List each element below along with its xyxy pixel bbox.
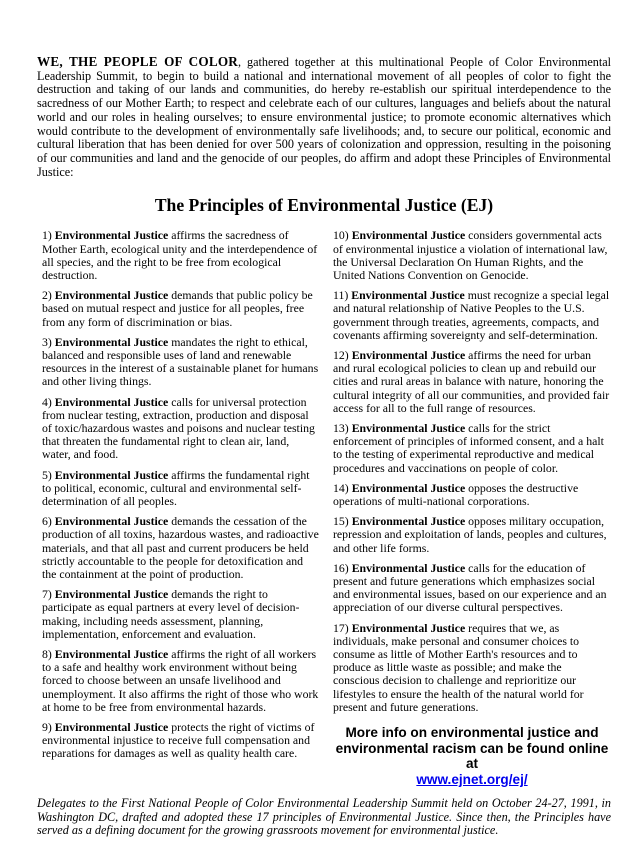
preamble-paragraph [37, 55, 611, 179]
principle-bold-phrase: Environmental Justice [54, 720, 169, 735]
principle-bold-phrase: Environmental Justice [351, 560, 466, 575]
more-info-line-1: More info on environmental justice and [345, 725, 599, 741]
principle-bold-phrase: Environmental Justice [54, 228, 169, 243]
principle-item: 16) Environmental Justice calls for the education of present and future generations which emphasizes social and environmental issues, based on our experience and an appreciation of our diverse cultural perspectives. [333, 560, 607, 615]
principle-bold-phrase: Environmental Justice [351, 620, 466, 635]
principle-item: 13) Environmental Justice calls for the strict enforcement of principles of informed consent, and a halt to the testing of experimental reproductive and medical procedures and vaccinations on people of color. [333, 420, 604, 475]
principle-item: 17) Environmental Justice requires that we, as individuals, make personal and consumer choices to consume as little of Mother Earth's resources and to produce as little waste as possible; and make the conscious decision to challenge and reprioritize our lifestyles to ensure the health of the natural world for present and future generations. [333, 620, 584, 714]
principle-bold-phrase: Environmental Justice [351, 228, 466, 243]
principle-item: 5) Environmental Justice affirms the fundamental right to political, economic, cultural and environmental self-determination of all peoples. [42, 467, 310, 508]
principles-column-right [333, 229, 611, 787]
principle-item: 8) Environmental Justice affirms the right of all workers to a safe and healthy work environment without being forced to choose between an unsafe livelihood and unemployment. It also affirms the right of those who work at home to be free from environmental hazards. [42, 647, 319, 714]
principle-bold-phrase: Environmental Justice [54, 647, 169, 662]
more-info-line-2: environmental racism can be found online at [335, 740, 609, 772]
principle-item: 4) Environmental Justice calls for universal protection from nuclear testing, extraction, production and disposal of toxic/hazardous wastes and poisons and nuclear testing that threaten the fundamental right to clean air, land, water, and food. [42, 394, 315, 462]
principle-bold-phrase: Environmental Justice [54, 334, 169, 349]
principle-bold-phrase: Environmental Justice [351, 347, 466, 362]
principle-bold-phrase: Environmental Justice [351, 480, 466, 495]
principles-column-right-items [333, 229, 611, 714]
principle-bold-phrase: Environmental Justice [351, 514, 466, 529]
principle-bold-phrase: Environmental Justice [351, 420, 466, 435]
page-title: The Principles of Environmental Justice (EJ) [154, 195, 494, 216]
principle-item: 1) Environmental Justice affirms the sacredness of Mother Earth, ecological unity and the interdependence of all species, and the right to be free from ecological destruction. [42, 228, 318, 282]
principle-item: 3) Environmental Justice mandates the right to ethical, balanced and responsible uses of land and renewable resources in the interest of a sustainable planet for humans and other living things. [42, 334, 319, 389]
principle-bold-phrase: Environmental Justice [54, 394, 169, 409]
preamble-body-text: , gathered together at this multinational People of Color Environmental Leadership Summit, to begin to build a national and international movement of all peoples of color to fight the destruction and taking of our lands and communities, do hereby re-establish our spiritual interdependence to the sacredness of our Mother Earth; to respect and celebrate each of our cultures, languages and beliefs about the natural world and our roles in healing ourselves; to ensure environmental justice; to promote economic alternatives which would contribute to the development of environmentally safe livelihoods; and, to secure our political, economic and cultural liberation that has been denied for over 500 years of colonization and oppression, resulting in the poisoning of our communities and land and the genocide of our peoples, do affirm and adopt these Principles of Environmental Justice: [37, 55, 611, 179]
principle-item: 15) Environmental Justice opposes military occupation, repression and exploitation of lands, peoples and cultures, and other life forms. [333, 514, 607, 555]
principle-item: 12) Environmental Justice affirms the need for urban and rural ecological policies to clean up and rebuild our cities and rural areas in balance with nature, honoring the cultural integrity of all our communities, and provided fair access for all to the full range of resources. [333, 347, 610, 415]
principle-item: 2) Environmental Justice demands that public policy be based on mutual respect and justice for all peoples, free from any form of discrimination or bias. [42, 288, 313, 329]
footer-note: Delegates to the First National People of Color Environmental Leadership Summit held on October 24-27, 1991, in Washington DC, drafted and adopted these 17 principles of Environmental Justice. Since then, the Principles have served as a defining document for the growing grassroots movement for environmental justice. [37, 796, 611, 838]
principle-item: 10) Environmental Justice considers governmental acts of environmental injustice a violation of international law, the Universal Declaration On Human Rights, and the United Nations Convention on Genocide. [333, 228, 608, 282]
principle-item: 6) Environmental Justice demands the cessation of the production of all toxins, hazardous wastes, and radioactive materials, and that all past and current producers be held strictly accountable to the people for detoxification and the containment at the point of production. [42, 514, 319, 581]
principles-column-left [42, 229, 320, 787]
ejnet-link[interactable]: www.ejnet.org/ej/ [416, 771, 528, 787]
principle-bold-phrase: Environmental Justice [54, 514, 169, 529]
principle-item: 7) Environmental Justice demands the right to participate as equal partners at every level of decision-making, including needs assessment, planning, implementation, enforcement and evaluation. [42, 587, 300, 641]
principle-item: 9) Environmental Justice protects the right of victims of environmental injustice to receive full compensation and reparations for damages as well as quality health care. [42, 720, 315, 761]
principle-bold-phrase: Environmental Justice [54, 288, 169, 303]
principle-bold-phrase: Environmental Justice [54, 587, 169, 602]
principle-bold-phrase: Environmental Justice [54, 467, 169, 482]
more-info-note [333, 725, 611, 787]
principle-item: 11) Environmental Justice must recognize a special legal and natural relationship of Native Peoples to the U.S. government through treaties, agreements, compacts, and covenants affirming sovereignty and self-determination. [333, 288, 610, 342]
principles-columns [37, 216, 611, 787]
preamble-lead-text: WE, THE PEOPLE OF COLOR [37, 54, 239, 69]
principle-item: 14) Environmental Justice opposes the destructive operations of multi-national corporations. [333, 480, 579, 508]
principle-bold-phrase: Environmental Justice [351, 288, 465, 303]
